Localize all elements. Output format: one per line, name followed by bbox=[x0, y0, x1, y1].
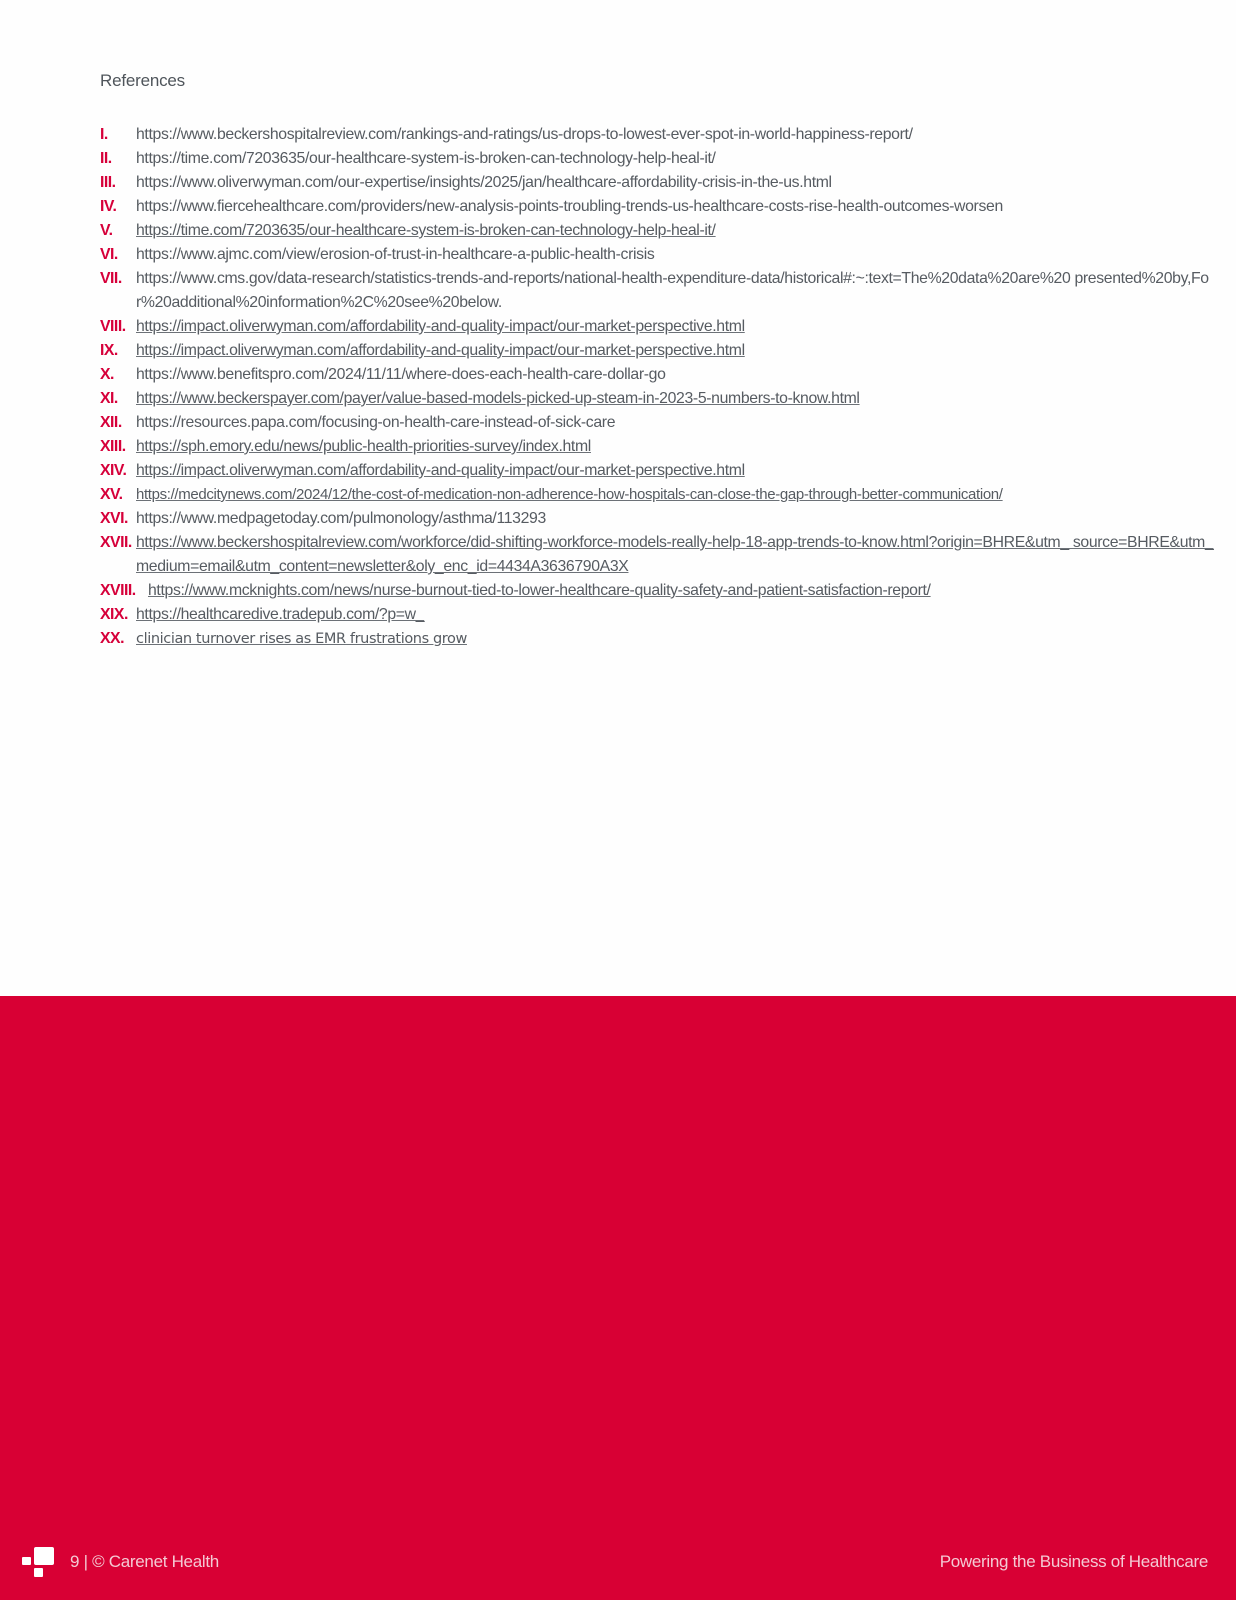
list-item bbox=[100, 267, 1220, 315]
reference-number: V. bbox=[100, 222, 113, 239]
list-item bbox=[100, 171, 1220, 195]
reference-link[interactable]: https://www.cms.gov/data-research/statistics-trends-and-reports/national-health-expenditure-data/historical#:~:text=The%20data%20are%20 presented%20by,For%20additional%20information%2C%20see%20below. bbox=[136, 270, 1209, 311]
list-item bbox=[100, 123, 1220, 147]
footer-tagline: Powering the Business of Healthcare bbox=[939, 1552, 1208, 1571]
reference-number: VI. bbox=[100, 246, 118, 263]
reference-number: IX. bbox=[100, 342, 118, 359]
reference-number: XI. bbox=[100, 390, 118, 407]
reference-number: XV. bbox=[100, 486, 123, 503]
reference-link[interactable]: https://medcitynews.com/2024/12/the-cost-of-medication-non-adherence-how-hospitals-can-close-the-gap-through-better-communication/ bbox=[136, 486, 1003, 503]
reference-link[interactable]: https://www.beckershospitalreview.com/rankings-and-ratings/us-drops-to-lowest-ever-spot-in-world-happiness-report/ bbox=[136, 126, 913, 143]
reference-link[interactable]: https://impact.oliverwyman.com/affordability-and-quality-impact/our-market-perspective.html bbox=[136, 342, 745, 359]
list-item bbox=[100, 579, 1220, 603]
reference-link[interactable]: https://healthcaredive.tradepub.com/?p=w_ bbox=[136, 606, 425, 623]
reference-link[interactable]: https://www.beckershospitalreview.com/workforce/did-shifting-workforce-models-really-help-18-app-trends-to-know.html?origin=BHRE&utm_ source=BHRE&utm_medium=email&utm_content=newsletter&oly_enc_id=4434A3636790A3X bbox=[136, 534, 1214, 575]
reference-link[interactable]: https://time.com/7203635/our-healthcare-system-is-broken-can-technology-help-heal-it/ bbox=[136, 150, 716, 167]
reference-link[interactable]: clinician turnover rises as EMR frustrations grow bbox=[136, 631, 467, 647]
list-item bbox=[100, 459, 1220, 483]
list-item bbox=[100, 195, 1220, 219]
reference-number: VII. bbox=[100, 270, 122, 287]
references-heading: References bbox=[100, 71, 185, 90]
reference-number: VIII. bbox=[100, 318, 126, 335]
reference-number: XIII. bbox=[100, 438, 126, 455]
reference-link[interactable]: https://www.benefitspro.com/2024/11/11/where-does-each-health-care-dollar-go bbox=[136, 366, 666, 383]
list-item bbox=[100, 435, 1220, 459]
list-item bbox=[100, 387, 1220, 411]
reference-number: II. bbox=[100, 150, 112, 167]
carenet-logo-icon bbox=[22, 1547, 54, 1579]
list-item bbox=[100, 627, 1220, 651]
reference-link[interactable]: https://impact.oliverwyman.com/affordability-and-quality-impact/our-market-perspective.html bbox=[136, 462, 745, 479]
reference-link[interactable]: https://www.beckerspayer.com/payer/value-based-models-picked-up-steam-in-2023-5-numbers-to-know.html bbox=[136, 390, 860, 407]
footer-page-label: 9 | © Carenet Health bbox=[70, 1552, 219, 1571]
list-item bbox=[100, 531, 1220, 579]
reference-number: XIV. bbox=[100, 462, 127, 479]
reference-number: IV. bbox=[100, 198, 117, 215]
list-item bbox=[100, 483, 1220, 507]
list-item bbox=[100, 219, 1220, 243]
list-item bbox=[100, 507, 1220, 531]
reference-number: XVI. bbox=[100, 510, 128, 527]
reference-link[interactable]: https://time.com/7203635/our-healthcare-system-is-broken-can-technology-help-heal-it/ bbox=[136, 222, 716, 239]
reference-link[interactable]: https://impact.oliverwyman.com/affordability-and-quality-impact/our-market-perspective.html bbox=[136, 318, 745, 335]
list-item bbox=[100, 315, 1220, 339]
reference-link[interactable]: https://sph.emory.edu/news/public-health-priorities-survey/index.html bbox=[136, 438, 591, 455]
list-item bbox=[100, 411, 1220, 435]
list-item bbox=[100, 147, 1220, 171]
reference-link[interactable]: https://www.fiercehealthcare.com/providers/new-analysis-points-troubling-trends-us-healthcare-costs-rise-health-outcomes-worsen bbox=[136, 198, 1003, 215]
reference-number: XX. bbox=[100, 630, 124, 647]
reference-list bbox=[100, 123, 1220, 651]
reference-link[interactable]: https://www.oliverwyman.com/our-expertise/insights/2025/jan/healthcare-affordability-crisis-in-the-us.html bbox=[136, 174, 832, 191]
reference-number: XVII. bbox=[100, 534, 132, 551]
reference-link[interactable]: https://www.mcknights.com/news/nurse-burnout-tied-to-lower-healthcare-quality-safety-and-patient-satisfaction-report/ bbox=[148, 582, 931, 599]
reference-number: I. bbox=[100, 126, 108, 143]
reference-number: XVIII. bbox=[100, 582, 136, 599]
reference-link[interactable]: https://resources.papa.com/focusing-on-health-care-instead-of-sick-care bbox=[136, 414, 616, 431]
list-item bbox=[100, 603, 1220, 627]
list-item bbox=[100, 339, 1220, 363]
reference-link[interactable]: https://www.ajmc.com/view/erosion-of-trust-in-healthcare-a-public-health-crisis bbox=[136, 246, 655, 263]
list-item bbox=[100, 363, 1220, 387]
reference-link[interactable]: https://www.medpagetoday.com/pulmonology/asthma/113293 bbox=[136, 510, 546, 527]
reference-number: III. bbox=[100, 174, 116, 191]
footer-band bbox=[0, 996, 1236, 1600]
list-item bbox=[100, 243, 1220, 267]
reference-number: XII. bbox=[100, 414, 122, 431]
reference-number: XIX. bbox=[100, 606, 128, 623]
reference-number: X. bbox=[100, 366, 114, 383]
